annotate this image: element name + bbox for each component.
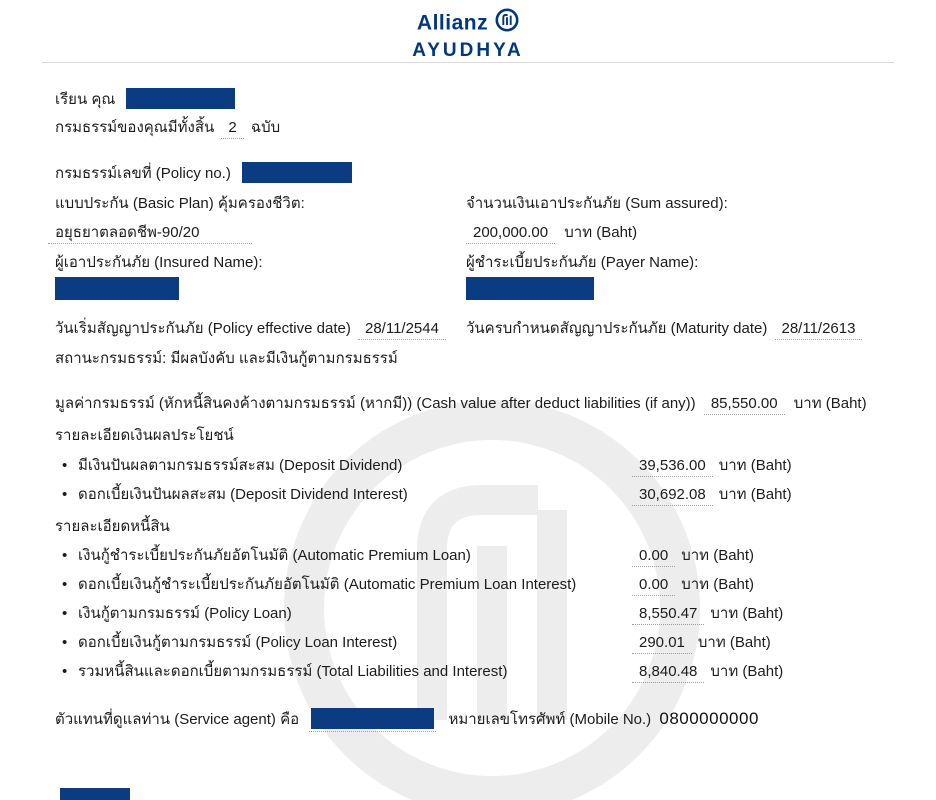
mobile-no-value: 0800000000 <box>659 709 759 728</box>
policy-no-label: กรมธรรม์เลขที่ (Policy no.) <box>55 165 231 182</box>
benefit-label: มีเงินปันผลตามกรมธรรม์สะสม (Deposit Dividend) <box>78 457 403 474</box>
redacted-customer-name <box>126 88 235 109</box>
liability-value: 290.01 <box>632 632 692 654</box>
liability-currency: บาท (Baht) <box>710 605 784 622</box>
effective-date-line <box>55 318 446 340</box>
redacted-policy-no <box>242 162 352 183</box>
sum-assured-value: 200,000.00 <box>466 222 555 244</box>
maturity-date-value: 28/11/2613 <box>775 318 863 340</box>
benefit-row <box>62 455 792 477</box>
cash-value-amount: 85,550.00 <box>704 393 785 415</box>
liability-row <box>62 603 783 625</box>
redacted-payer-name <box>466 277 594 300</box>
redacted-insured-name <box>55 277 179 300</box>
liability-value: 8,840.48 <box>632 661 704 683</box>
policy-count-suffix: ฉบับ <box>250 119 281 136</box>
bullet-icon: • <box>62 486 68 503</box>
benefit-currency: บาท (Baht) <box>718 457 792 474</box>
payer-name-label: ผู้ชำระเบี้ยประกันภัย (Payer Name): <box>466 254 699 271</box>
benefit-value: 30,692.08 <box>632 484 713 506</box>
liability-label: ดอกเบี้ยเงินกู้ตามกรมธรรม์ (Policy Loan Interest) <box>78 634 398 651</box>
benefit-label: ดอกเบี้ยเงินปันผลสะสม (Deposit Dividend Interest) <box>78 486 408 503</box>
policy-no-line <box>55 162 352 184</box>
liability-currency: บาท (Baht) <box>681 576 755 593</box>
maturity-date-label: วันครบกำหนดสัญญาประกันภัย (Maturity date) <box>466 320 768 337</box>
liability-value: 0.00 <box>632 574 675 596</box>
liability-row <box>62 661 783 683</box>
header-divider <box>42 62 894 63</box>
liability-currency: บาท (Baht) <box>710 663 784 680</box>
brand-name-ayudhya: AYUDHYA <box>412 40 524 61</box>
liabilities-section-title: รายละเอียดหนี้สิน <box>55 518 170 535</box>
liability-value: 8,550.47 <box>632 603 704 625</box>
liability-row <box>62 545 754 567</box>
benefit-currency: บาท (Baht) <box>718 486 792 503</box>
bullet-icon: • <box>62 457 68 474</box>
bullet-icon: • <box>62 576 68 593</box>
liability-label: เงินกู้ตามกรมธรรม์ (Policy Loan) <box>78 605 292 622</box>
cash-value-line <box>55 393 867 415</box>
service-agent-line <box>55 708 759 732</box>
service-agent-label: ตัวแทนที่ดูแลท่าน (Service agent) คือ <box>55 711 300 728</box>
cash-value-currency: บาท (Baht) <box>793 395 867 412</box>
liability-label: รวมหนี้สินและดอกเบี้ยตามกรมธรรม์ (Total Liabilities and Interest) <box>78 663 508 680</box>
maturity-date-line <box>466 318 862 340</box>
policy-count-line <box>55 117 280 139</box>
mobile-no-label: หมายเลขโทรศัพท์ (Mobile No.) <box>448 711 652 728</box>
liability-label: เงินกู้ชำระเบี้ยประกันภัยอัตโนมัติ (Automatic Premium Loan) <box>78 547 471 564</box>
effective-date-value: 28/11/2544 <box>358 318 446 340</box>
liability-value: 0.00 <box>632 545 675 567</box>
liability-row <box>62 632 771 654</box>
benefit-value: 39,536.00 <box>632 455 713 477</box>
bullet-icon: • <box>62 663 68 680</box>
liability-currency: บาท (Baht) <box>697 634 771 651</box>
bullet-icon: • <box>62 634 68 651</box>
greeting-line <box>55 88 235 110</box>
policy-count-prefix: กรมธรรม์ของคุณมีทั้งสิ้น <box>55 119 215 136</box>
allianz-logo-icon <box>495 8 519 39</box>
benefits-section-title: รายละเอียดเงินผลประโยชน์ <box>55 427 234 444</box>
benefit-row <box>62 484 792 506</box>
cash-value-label: มูลค่ากรมธรรม์ (หักหนี้สินคงค้างตามกรมธรรม์ (หากมี)) (Cash value after deduct liabilities (if any)) <box>55 395 696 412</box>
policy-status-line: สถานะกรมธรรม์: มีผลบังคับ และมีเงินกู้ตามกรมธรรม์ <box>55 350 398 367</box>
effective-date-label: วันเริ่มสัญญาประกันภัย (Policy effective date) <box>55 320 351 337</box>
sum-assured-currency: บาท (Baht) <box>564 224 638 241</box>
liability-row <box>62 574 754 596</box>
bullet-icon: • <box>62 547 68 564</box>
bullet-icon: • <box>62 605 68 622</box>
basic-plan-value: อยุธยาตลอดชีพ-90/20 <box>48 222 252 244</box>
brand-header <box>0 8 936 62</box>
redacted-agent-name <box>311 708 434 729</box>
basic-plan-label: แบบประกัน (Basic Plan) คุ้มครองชีวิต: <box>55 195 305 212</box>
redacted-bottom-item <box>60 788 130 800</box>
sum-assured-label: จำนวนเงินเอาประกันภัย (Sum assured): <box>466 195 728 212</box>
policy-count-value: 2 <box>221 117 243 139</box>
insured-name-label: ผู้เอาประกันภัย (Insured Name): <box>55 254 263 271</box>
liability-currency: บาท (Baht) <box>681 547 755 564</box>
liability-label: ดอกเบี้ยเงินกู้ชำระเบี้ยประกันภัยอัตโนมัติ (Automatic Premium Loan Interest) <box>78 576 577 593</box>
salutation-label: เรียน คุณ <box>55 91 116 108</box>
brand-name-allianz: Allianz <box>416 11 489 35</box>
